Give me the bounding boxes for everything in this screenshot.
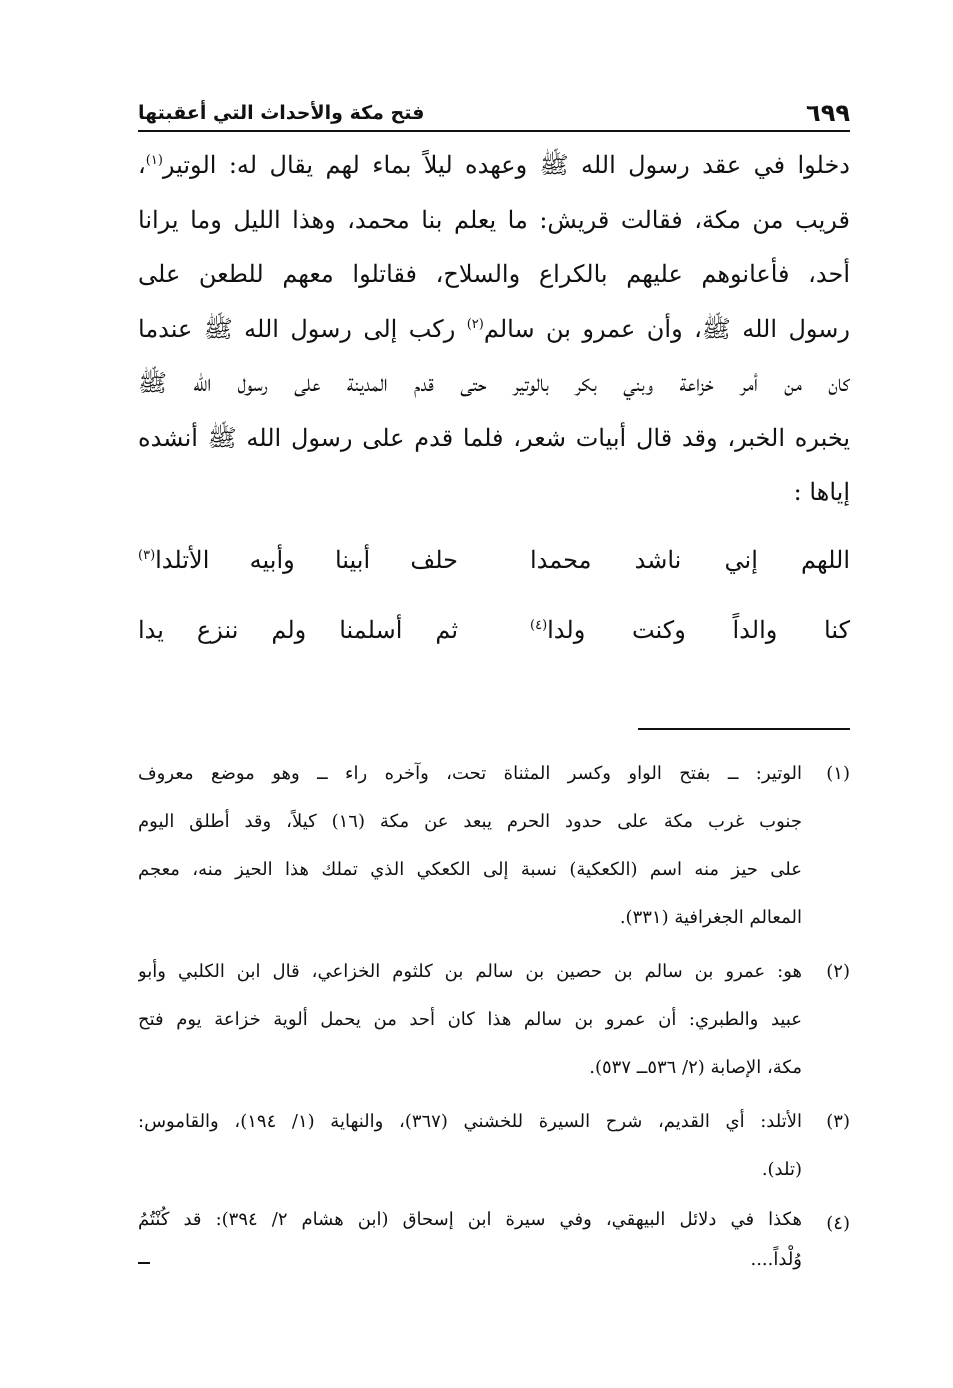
- footnote-text: هكذا في دلائل البيهقي، وفي سيرة ابن إسحاق (ابن هشام ٢/ ٣٩٤): قد كُنْتُمُ وُلْداً....: [138, 1209, 802, 1270]
- hemistich-first: كنا والداً وكنت ولدا$^{(٤)}$: [530, 616, 850, 644]
- footnote: [138, 1200, 850, 1280]
- body-line: أحد، فأعانوهم عليهم بالكراع والسلاح، فقاتلوا معهم للطعن على: [138, 260, 850, 288]
- footnote-text: الأتلد: أي القديم، شرح السيرة للخشني (٣٦٧)، والنهاية (١/ ١٩٤)، والقاموس: (تلد).: [138, 1111, 802, 1180]
- body-line: يخبره الخبر، وقد قال أبيات شعر، فلما قدم على رسول الله ﷺ أنشده: [138, 423, 850, 452]
- footnote-ref[interactable]: (٣): [138, 548, 156, 563]
- main-text: [138, 138, 850, 520]
- running-header: [138, 96, 850, 132]
- body-line: قريب من مكة، فقالت قريش: ما يعلم بنا محمد، وهذا الليل وما يرانا: [138, 205, 850, 234]
- body-line: رسول الله ﷺ، وأن عمرو بن سالم$^{(٢)}$ ركب إلى رسول الله ﷺ عندما: [138, 314, 850, 343]
- hemistich-first: اللهم إني ناشد محمدا: [530, 546, 850, 574]
- footnotes: [138, 750, 850, 1286]
- footnote-text: الوتير: ــ بفتح الواو وكسر المثناة تحت، وآخره راء ــ وهو موضع معروف جنوب غرب مكة على حدود الحرم يبعد عن مكة (١٦) كيلاً، وقد أطلق اليوم على حيز منه اسم (الكعكية) نسبة إلى الكعكي الذي تملك هذا الحيز منه، معجم المعالم الجغرافية (٣٣١).: [138, 763, 802, 928]
- footnote-number: (٢): [826, 961, 850, 982]
- footnote-text: هو: عمرو بن سالم بن حصين بن سالم بن كلثوم الخزاعي، قال ابن الكلبي وأبو عبيد والطبري: أن عمرو بن سالم هذا كان أحد من يحمل ألوية خزاعة يوم فتح مكة، الإصابة (٢/ ٥٣٦ــ ٥٣٧).: [138, 961, 802, 1078]
- footnote-number: (٣): [826, 1111, 850, 1132]
- verse: [138, 608, 850, 678]
- body-line: إياها :: [793, 478, 850, 506]
- footnote-separator: [638, 728, 850, 730]
- body-line: كان من أمر خزاعة وبني بكر بالوتير حتى قدم المدينة على رسول الله ﷺ: [138, 369, 850, 397]
- footnote: [138, 1098, 850, 1194]
- chapter-title: فتح مكة والأحداث التي أعقبتها: [138, 102, 425, 124]
- footnote-ref[interactable]: (١): [145, 153, 163, 168]
- hemistich-second: ثم أسلمنا ولم ننزع يدا: [138, 616, 458, 644]
- footnote: [138, 750, 850, 942]
- footnote-number: (١): [826, 763, 850, 784]
- footnote-ref[interactable]: (٤): [530, 618, 548, 633]
- end-mark: [138, 1262, 150, 1264]
- footnote: [138, 948, 850, 1092]
- body-line: دخلوا في عقد رسول الله ﷺ وعهده ليلاً بماء لهم يقال له: الوتير$^{(١)}$،: [138, 151, 850, 179]
- footnote-ref[interactable]: (٢): [466, 316, 484, 332]
- verse: [138, 538, 850, 608]
- footnote-number: (٤): [826, 1213, 850, 1234]
- page-number: ٦٩٩: [806, 99, 850, 127]
- poem: [138, 538, 850, 678]
- hemistich-second: حلف أبينا وأبيه الأتلدا$^{(٣)}$: [138, 546, 458, 574]
